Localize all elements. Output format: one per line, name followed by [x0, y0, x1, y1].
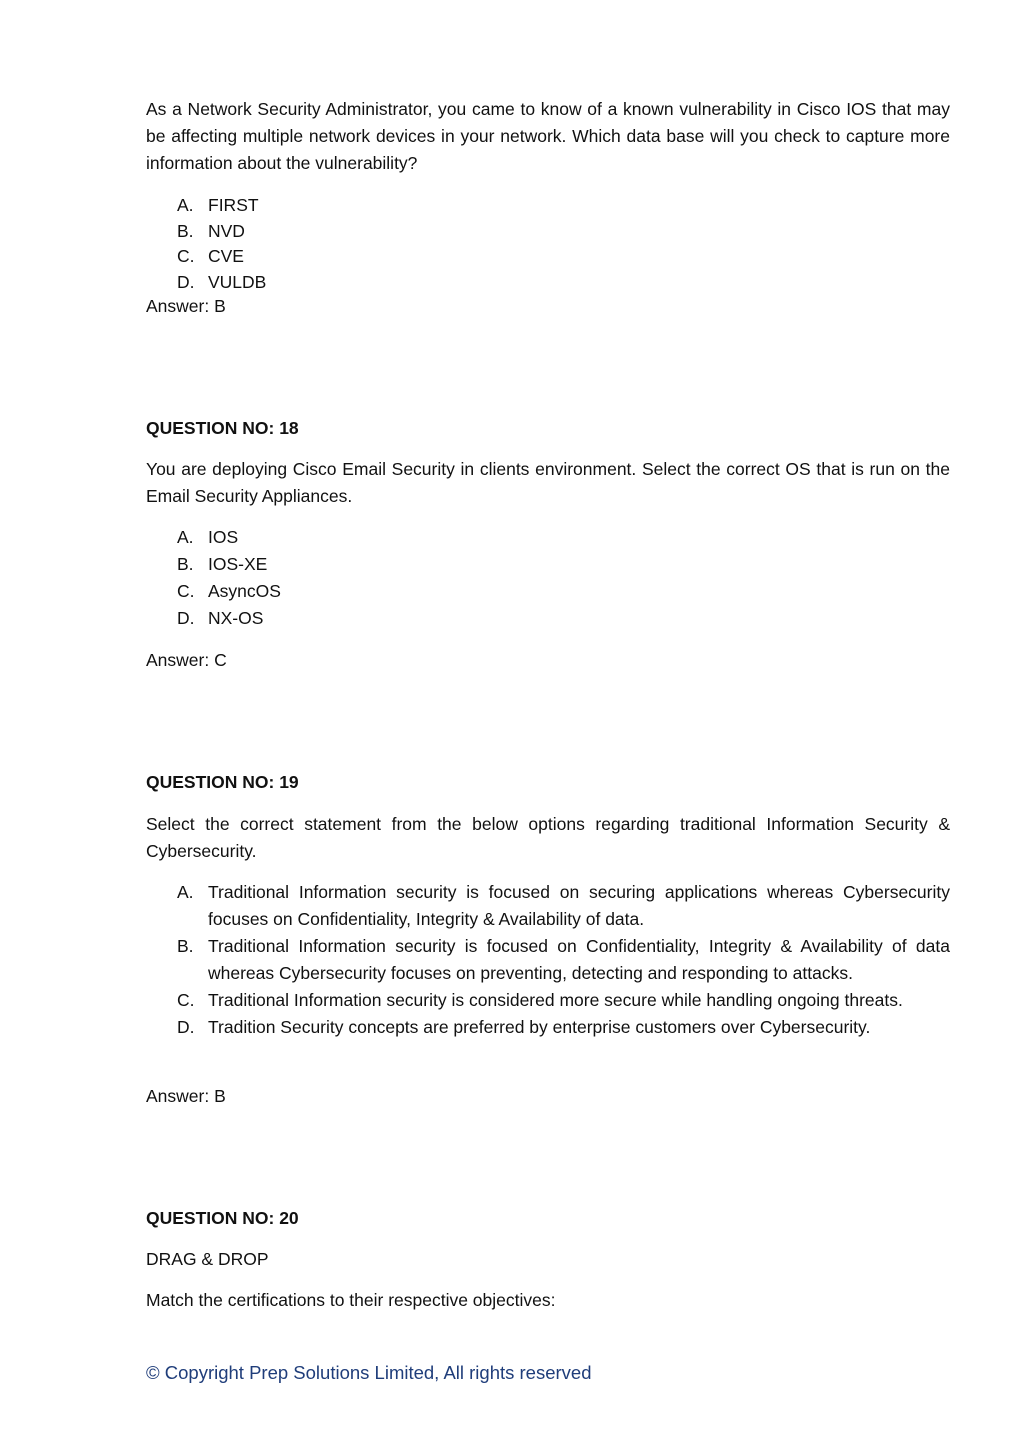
question-20-heading-block: [146, 1205, 950, 1232]
question-20-type-label: DRAG & DROP: [146, 1249, 269, 1269]
option-b: B. NVD: [177, 220, 245, 241]
question-18-text: You are deploying Cisco Email Security in clients environment. Select the correct OS that is run on the Email Security Appliances.: [146, 459, 950, 506]
copyright-footer: © Copyright Prep Solutions Limited, All rights reserved: [146, 1362, 592, 1383]
option-a: A. FIRST: [177, 195, 259, 215]
question-20-type-block: [146, 1246, 950, 1273]
question-19: [146, 811, 950, 865]
option-a: A. IOS: [177, 527, 239, 547]
option-b: B. Traditional Information security is focused on Confidentiality, Integrity & Availability of data whereas Cybersecurity focuses on preventing, detecting and responding to attacks.: [177, 936, 950, 983]
question-17: [146, 96, 950, 177]
question-19-text: Select the correct statement from the below options regarding traditional Information Security & Cybersecurity.: [146, 814, 950, 861]
question-19-answer-block: [146, 1083, 950, 1110]
question-20: [146, 1287, 950, 1314]
question-19-heading: QUESTION NO: 19: [146, 772, 299, 792]
question-17-answer: Answer: B: [146, 296, 226, 316]
option-d: D. NX-OS: [177, 608, 264, 628]
question-18-answer-block: [146, 647, 950, 674]
question-17-answer-block: [146, 293, 950, 320]
question-20-text: Match the certifications to their respective objectives:: [146, 1290, 556, 1310]
option-c: C. CVE: [177, 246, 244, 266]
question-19-answer: Answer: B: [146, 1086, 226, 1106]
option-d: D. VULDB: [177, 271, 267, 292]
option-d: D. Tradition Security concepts are preferred by enterprise customers over Cybersecurity.: [177, 1017, 871, 1037]
option-b: B. IOS-XE: [177, 554, 268, 574]
question-19-heading-block: [146, 769, 950, 796]
question-17-options: [146, 192, 950, 294]
question-19-options: [146, 879, 950, 1041]
question-18-options: [146, 524, 950, 632]
question-18-heading: QUESTION NO: 18: [146, 418, 299, 438]
question-18: [146, 456, 950, 510]
question-20-heading: QUESTION NO: 20: [146, 1208, 299, 1228]
option-c: C. AsyncOS: [177, 581, 281, 601]
option-c: C. Traditional Information security is considered more secure while handling ongoing threats.: [177, 990, 903, 1010]
option-a: A. Traditional Information security is focused on securing applications whereas Cybersecurity focuses on Confidentiality, Integrity & Availability of data.: [177, 882, 950, 929]
question-18-heading-block: [146, 415, 950, 442]
question-18-answer: Answer: C: [146, 650, 227, 670]
question-17-text: As a Network Security Administrator, you came to know of a known vulnerability in Cisco IOS that may be affecting multiple network devices in your network. Which data base will you check to capture more information about the vulnerability?: [146, 99, 950, 173]
